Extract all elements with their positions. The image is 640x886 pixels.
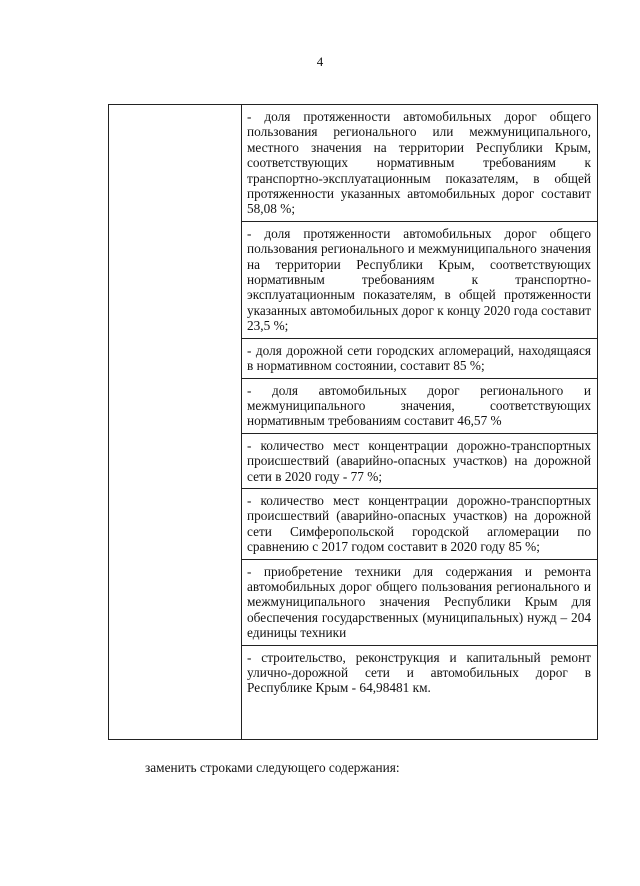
list-item: - приобретение техники для содержания и ремонта автомобильных дорог общего пользования регионального и межмуниципального значения Республики Крым для обеспечения государственных (муниципальных) нужд – 204 единицы техники [242, 560, 597, 646]
table-left-cell [109, 105, 242, 739]
list-item: - доля дорожной сети городских агломераций, находящаяся в нормативном состоянии, составит 85 %; [242, 339, 597, 379]
page-number: 4 [316, 54, 324, 69]
list-item: - доля протяженности автомобильных дорог общего пользования регионального и межмуниципального значения на территории Республики Крым, соответствующих нормативным требованиям к транспортно-эксплуатационным показателям, в общей протяженности указанных автомобильных дорог к концу 2020 года составит 23,5 %; [242, 222, 597, 339]
table-right-cell [242, 105, 597, 739]
list-item: - строительство, реконструкция и капитальный ремонт улично-дорожной сети и автомобильных дорог в Республике Крым - 64,98481 км. [247, 649, 591, 696]
list-item: - доля протяженности автомобильных дорог общего пользования регионального или межмуниципального, местного значения на территории Республики Крым, соответствующих нормативным требованиям к транспортно-эксплуатационным показателям, в общей протяженности указанных автомобильных дорог составит 58,08 %; [242, 105, 597, 222]
list-item: - количество мест концентрации дорожно-транспортных происшествий (аварийно-опасных участков) на дорожной сети в 2020 году - 77 %; [242, 434, 597, 489]
list-item: - количество мест концентрации дорожно-транспортных происшествий (аварийно-опасных участков) на дорожной сети Симферопольской городской агломерации по сравнению с 2017 годом составит в 2020 году 85 %; [242, 489, 597, 560]
indicators-table [108, 104, 598, 740]
list-item: - доля автомобильных дорог регионального и межмуниципального значения, соответствующих нормативным требованиям составит 46,57 % [242, 379, 597, 434]
closing-text: заменить строками следующего содержания: [145, 760, 400, 775]
